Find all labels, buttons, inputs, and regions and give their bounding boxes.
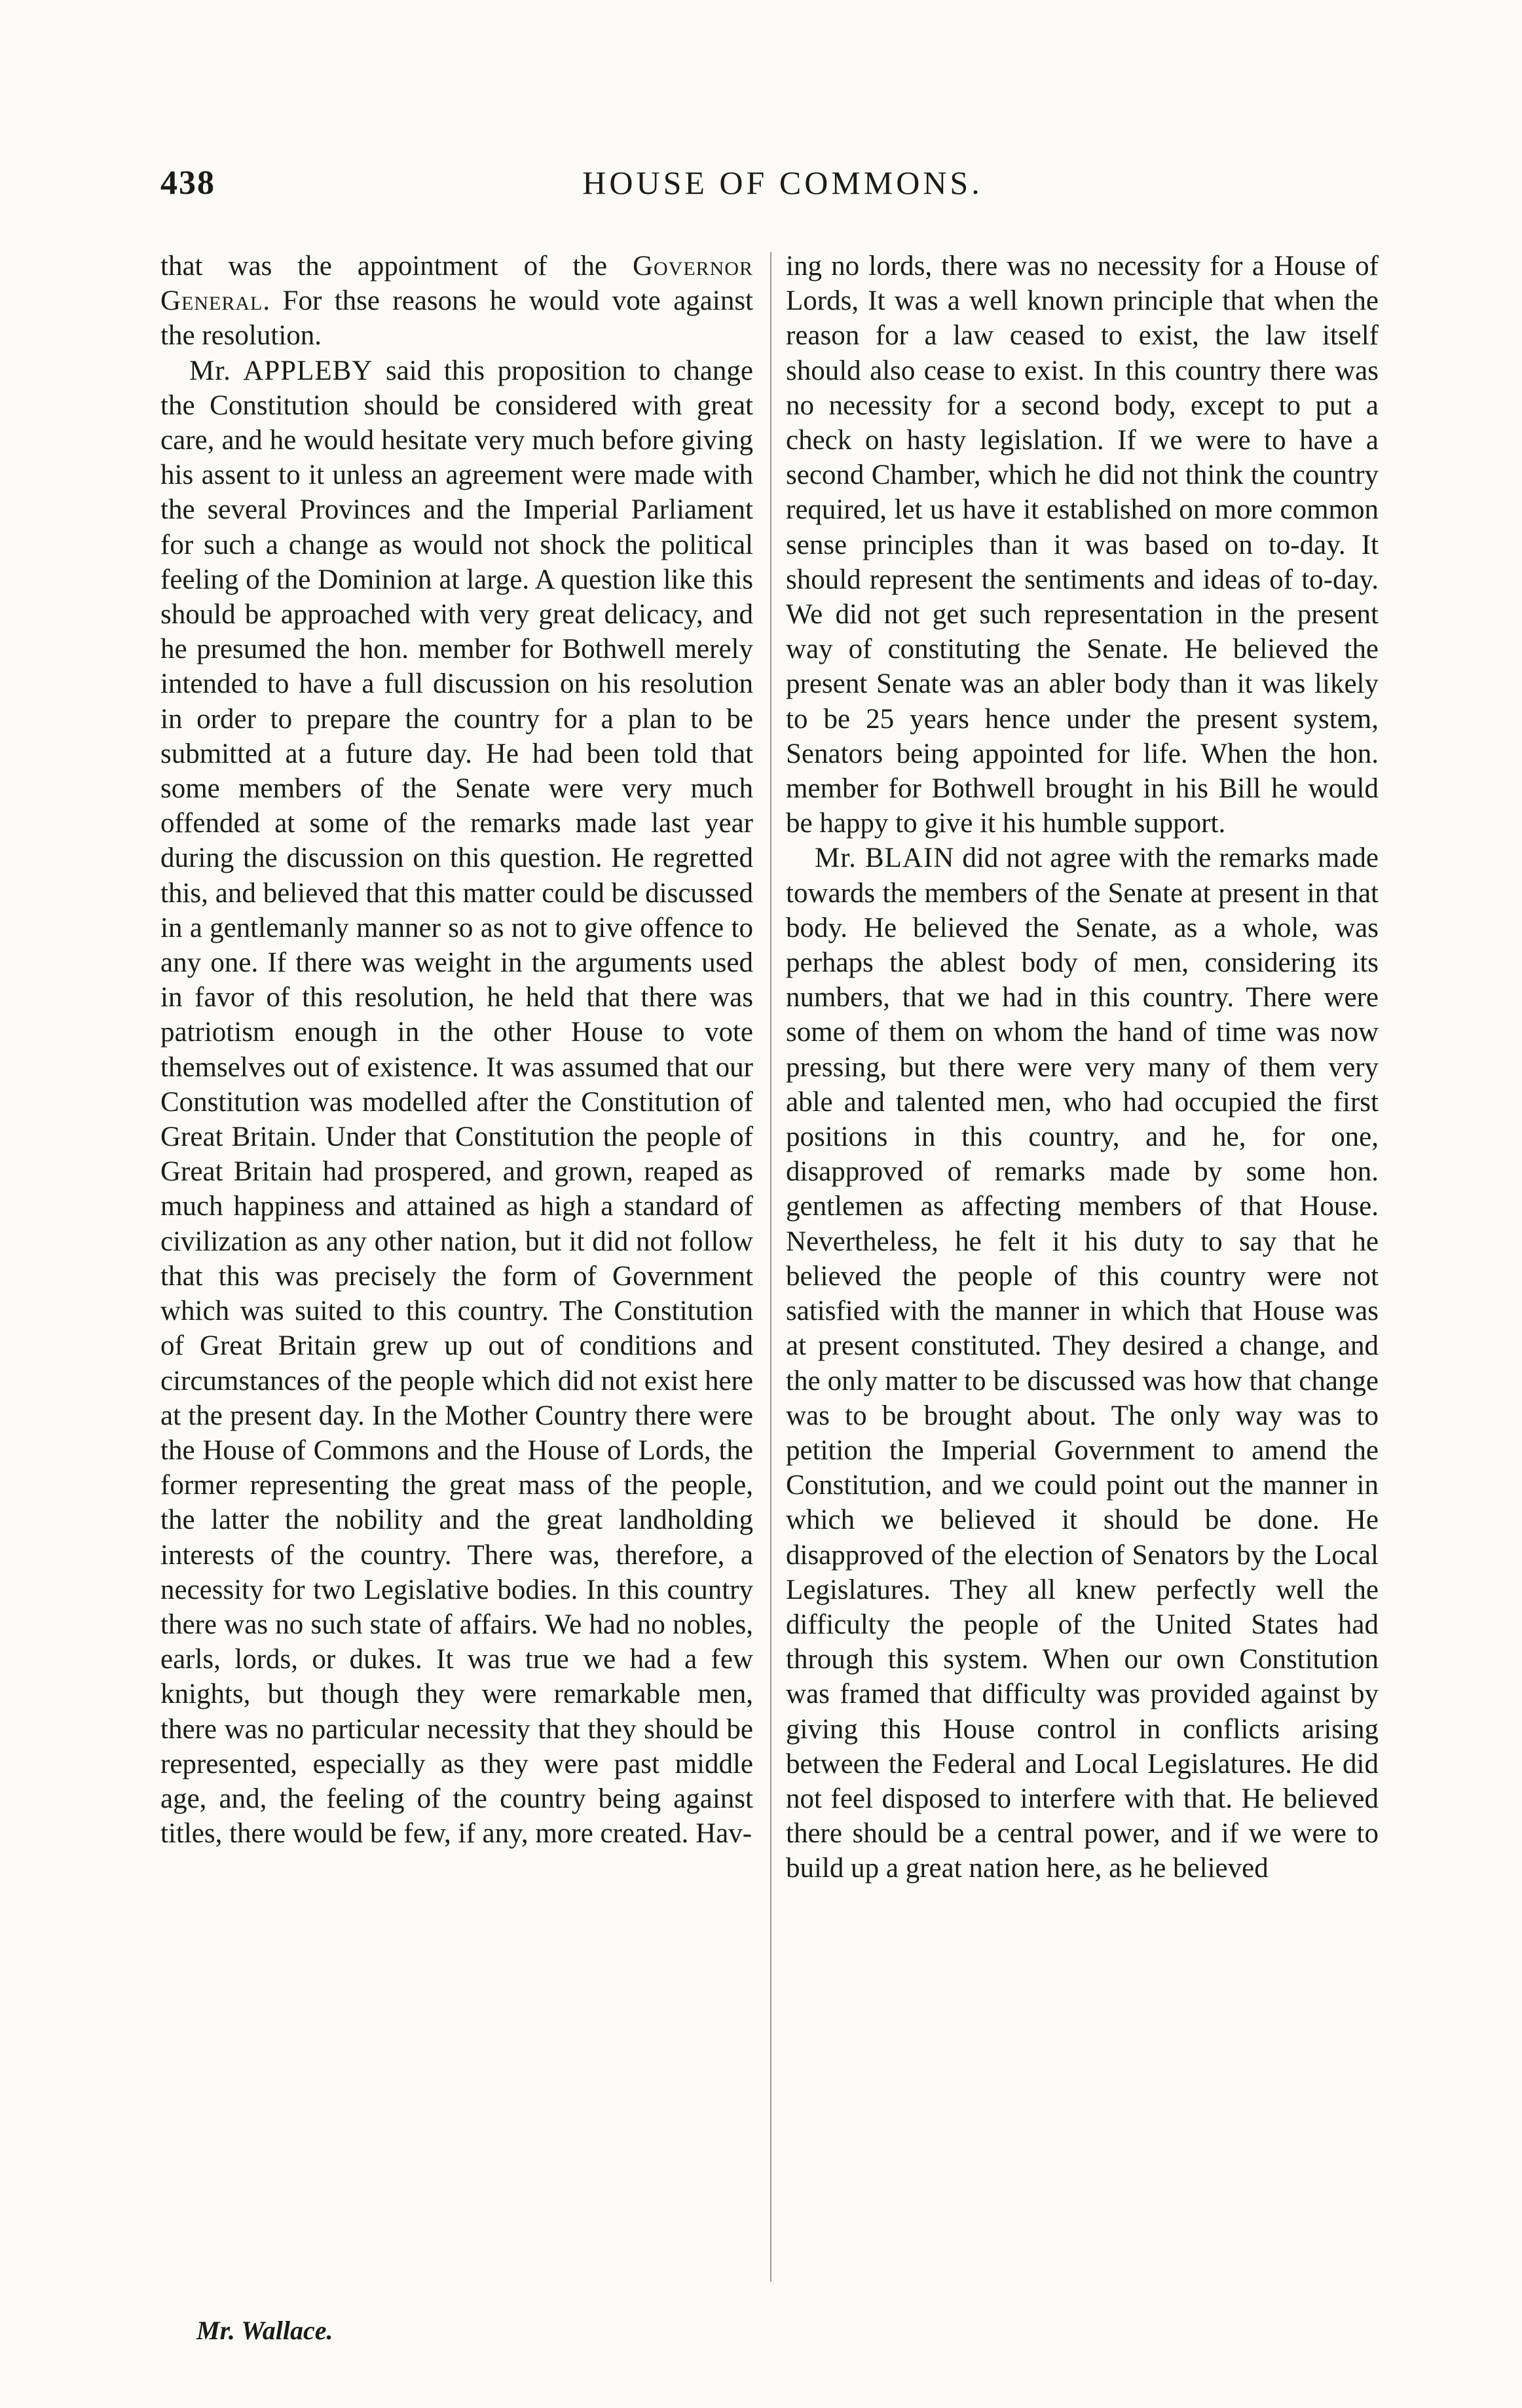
column-divider — [770, 252, 771, 2282]
left-column — [160, 249, 753, 2291]
paragraph-continuation — [160, 249, 753, 354]
page-number: 438 — [160, 164, 215, 202]
speaker-name: Mr. APPLEBY — [189, 355, 373, 386]
paragraph-text: ing no lords, there was no necessity for a House of Lords, It was a well known principle that when the reason for a law ceased to exist, the law itself should also cease to exist. In this country there was no necessity for a second body, except to put a check on hasty legislation. If we were to have a second Chamber, which he did not think the country required, let us have it established on more common sense principles than it was based on to-day. It should represent the sentiments and ideas of to-day. We did not get such representation in the present way of constituting the Senate. He believed the present Senate was an abler body than it was likely to be 25 years hence under the present system, Senators being appointed for life. When the hon. member for Bothwell brought in his Bill he would be happy to give it his humble support. — [786, 251, 1379, 839]
right-column — [786, 249, 1379, 2291]
speech-appleby — [160, 354, 753, 1852]
paragraph-text: that was the appointment of the — [160, 251, 633, 282]
paragraph-text: . For thse reasons he would vote against the resolution. — [160, 285, 753, 352]
speech-text: said this proposition to change the Constitution should be considered with great care, and he would hesitate very much before giving his assent to it unless an agreement were made with the several Provinces and the Imperial Parliament for such a change as would not shock the political feeling of the Dominion at large. A question like this should be approached with very great delicacy, and he presumed the hon. member for Bothwell merely intended to have a full discussion on his resolution in order to prepare the country for a plan to be submitted at a future day. He had been told that some members of the Senate were very much offended at some of the remarks made last year during the discussion on this question. He regretted this, and believed that this matter could be discussed in a gentlemanly manner so as not to give offence to any one. If there was weight in the arguments used in favor of this resolution, he held that there was patriotism enough in the other House to vote themselves out of existence. It was assumed that our Constitution was modelled after the Constitution of Great Britain. Under that Constitution the people of Great Britain had prospered, and grown, reaped as much happiness and attained as high a standard of civilization as any other nation, but it did not follow that this was precisely the form of Government which was suited to this country. The Constitution of Great Britain grew up out of conditions and circumstances of the people which did not exist here at the present day. In the Mother Country there were the House of Commons and the House of Lords, the former representing the great mass of the people, the latter the nobility and the great landholding interests of the country. There was, therefore, a necessity for two Legislative bodies. In this country there was no such state of affairs. We had no nobles, earls, lords, or dukes. It was true we had a few knights, but though they were remarkable men, there was no particular necessity that they should be represented, especially as they were past middle age, and, the feeling of the country being against titles, there would be few, if any, more created. Hav- — [160, 355, 753, 1850]
running-head — [160, 164, 1405, 210]
small-caps-title: Governor General — [160, 251, 753, 317]
page-title: HOUSE OF COMMONS. — [582, 164, 983, 201]
footer-speaker-name: Mr. Wallace. — [196, 2316, 333, 2345]
paragraph-continuation — [786, 249, 1379, 841]
speech-blain — [786, 841, 1379, 1886]
speaker-name: Mr. BLAIN — [815, 843, 955, 874]
speech-text: did not agree with the remarks made towards the members of the Senate at present in that body. He believed the Senate, as a whole, was perhaps the ablest body of men, considering its numbers, that we had in this country. There were some of them on whom the hand of time was now pressing, but there were very many of them very able and talented men, who had occupied the first positions in this country, and he, for one, disapproved of remarks made by some hon. gentlemen as affecting members of that House. Nevertheless, he felt it his duty to say that he believed the people of this country were not satisfied with the manner in which that House was at present constituted. They desired a change, and the only matter to be discussed was how that change was to be brought about. The only way was to petition the Imperial Government to amend the Constitution, and we could point out the manner in which we believed it should be done. He disapproved of the election of Senators by the Local Legislatures. They all knew perfectly well the difficulty the people of the United States had through this system. When our own Constitution was framed that difficulty was provided against by giving this House control in conflicts arising between the Federal and Local Legislatures. He did not feel disposed to interfere with that. He believed there should be a central power, and if we were to build up a great nation here, as he believed — [786, 843, 1379, 1884]
